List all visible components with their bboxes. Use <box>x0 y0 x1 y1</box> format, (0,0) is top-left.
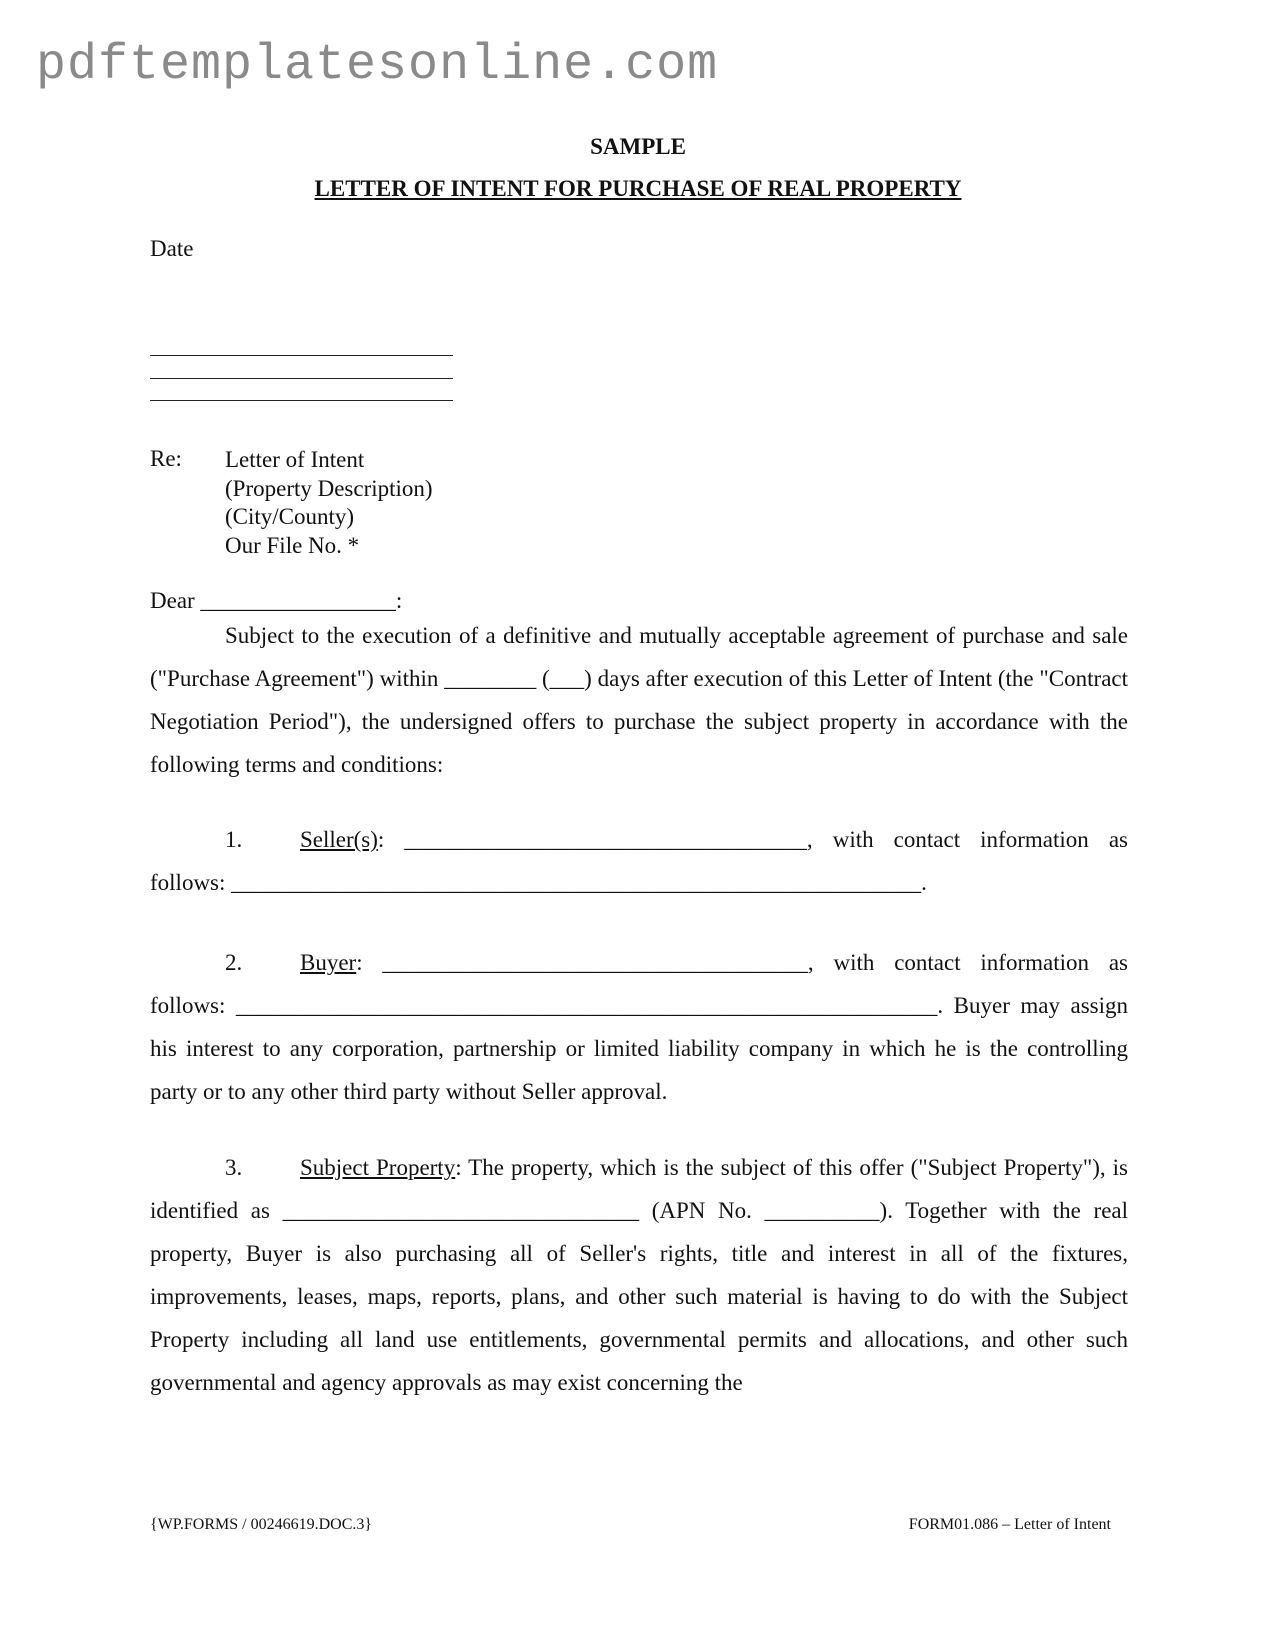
section-seller <box>150 818 1128 904</box>
re-line: (City/County) <box>225 504 355 529</box>
document-title-sample: SAMPLE <box>590 134 686 159</box>
re-block <box>225 446 433 560</box>
re-line: Letter of Intent <box>225 447 365 472</box>
section-text: as follows: _____________________________________________________________. Buyer may assign his interest to any corporation, partnership or limited liability company in which he is the controlling party or to any other third party without Seller approval. <box>150 950 1129 1104</box>
section-number: 3. <box>225 1155 243 1180</box>
section-heading: Subject Property <box>300 1155 456 1180</box>
document-title <box>0 176 1276 202</box>
intro-paragraph <box>150 614 1128 786</box>
address-line-2 <box>150 378 453 379</box>
section-buyer <box>150 941 1128 1113</box>
section-heading: Buyer <box>300 950 357 975</box>
address-line-1 <box>150 355 453 356</box>
section-text-line1: : The property, which is the subject of this offer ("Subject <box>455 1155 997 1180</box>
address-line-3 <box>150 400 453 401</box>
section-heading: Seller(s) <box>300 827 378 852</box>
salutation: Dear _________________: <box>150 588 403 613</box>
watermark: pdftemplatesonline.com <box>36 37 719 94</box>
section-text: as follows: ____________________________________________________________. <box>150 827 1128 895</box>
section-text-line1: : _____________________________________, with contact information <box>356 950 1090 975</box>
footer-form-id: FORM01.086 – Letter of Intent <box>908 1516 1111 1533</box>
date-label: Date <box>150 236 194 261</box>
re-line: Our File No. * <box>225 532 360 558</box>
re-line: (Property Description) <box>225 475 433 501</box>
section-text-line1: : ___________________________________, with contact information <box>377 827 1089 852</box>
section-subject-property <box>150 1146 1128 1404</box>
intro-text: Subject to the execution of a definitive and mutually acceptable agreement of purchase and sale ("Purchase Agreement") within ________ (___) days after execution of this Letter of Intent (the "Contract Negotiation Period"), the undersigned offers to purchase the subject property in accordance with the following terms and conditions: <box>150 623 1128 777</box>
re-label: Re: <box>150 446 182 471</box>
section-text: Property"), is identified as _______________________________ (APN No. __________). Together with the real property, Buyer is also purchasing all of Seller's rights, title and interest in all of the fixtures, improvements, leases, maps, reports, plans, and other such material is having to do with the Subject Property including all land use entitlements, governmental permits and allocations, and other such governmental and agency approvals as may exist concerning the <box>150 1155 1129 1395</box>
document-title-text: LETTER OF INTENT FOR PURCHASE OF REAL PROPERTY <box>314 176 962 201</box>
section-number: 2. <box>225 950 243 975</box>
footer-doc-id: {WP.FORMS / 00246619.DOC.3} <box>150 1516 373 1533</box>
section-number: 1. <box>225 827 243 852</box>
